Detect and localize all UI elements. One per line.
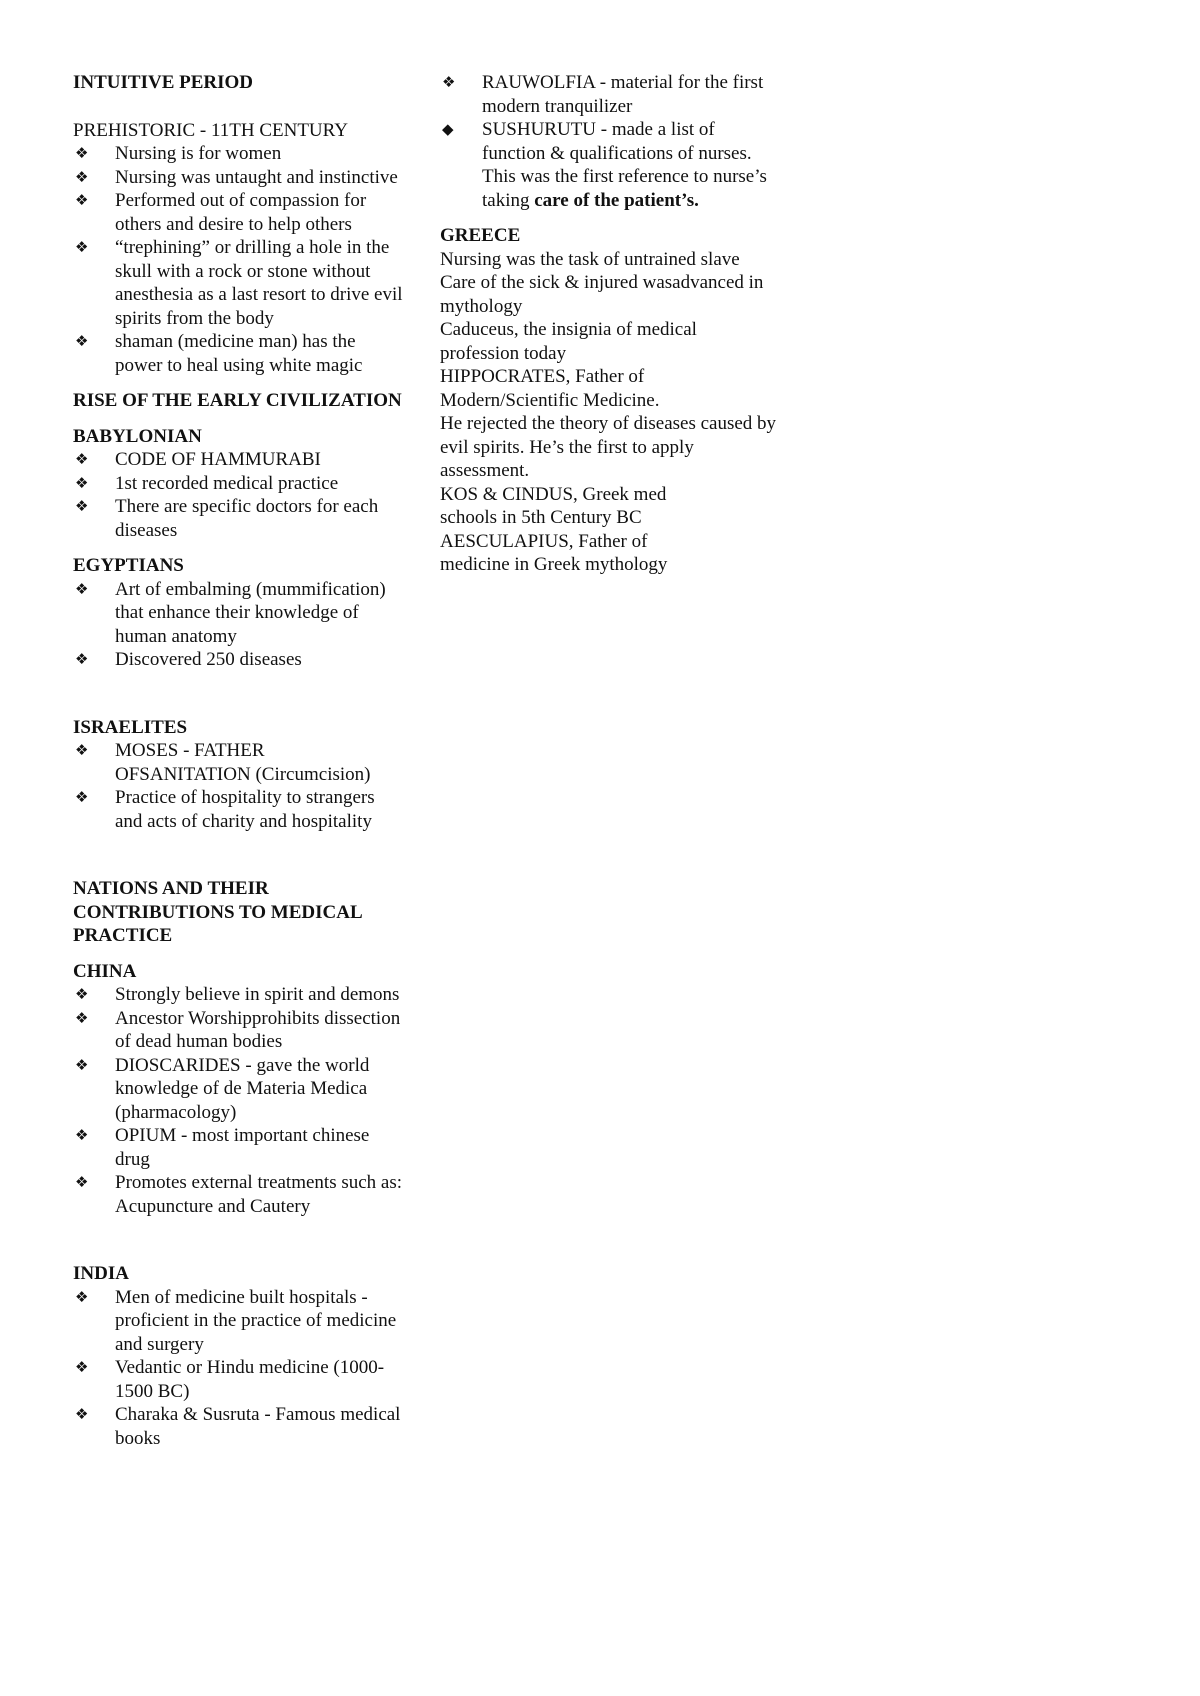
- bullet-diamond-icon: ❖: [75, 1287, 89, 1306]
- list-item: ❖ Promotes external treatments such as: Acupuncture and Cautery: [75, 1172, 403, 1217]
- list-item: ❖ RAUWOLFIA - material for the first modern tranquilizer: [442, 72, 764, 117]
- bullet-diamond-icon: ❖: [75, 144, 89, 162]
- bullet-diamond-icon: ❖: [75, 167, 89, 186]
- bullet-diamond-icon: ❖: [75, 473, 89, 492]
- bullet-diamond-icon: ❖: [75, 332, 89, 350]
- list-item: ❖ Nursing was untaught and instinctive: [75, 166, 398, 188]
- greece-line: AESCULAPIUS, Father of medicine in Greek mythology: [440, 530, 668, 575]
- greece-line: Nursing was the task of untrained slave: [440, 248, 740, 270]
- intuitive-list: [73, 142, 403, 377]
- bullet-diamond-icon: ❖: [75, 238, 89, 256]
- bullet-diamond-icon: ❖: [75, 579, 89, 598]
- list-item: ❖ CODE OF HAMMURABI: [75, 449, 321, 470]
- section-title-nations-contributions: NATIONS AND THEIR CONTRIBUTIONS TO MEDICAL PRACTICE: [73, 878, 362, 946]
- india-list: [73, 1286, 403, 1451]
- section-title-greece: GREECE: [440, 225, 521, 246]
- bullet-diamond-icon: ❖: [75, 1055, 89, 1074]
- india-continued-list: [440, 71, 780, 212]
- bullet-diamond-icon: ❖: [75, 1358, 89, 1376]
- greece-line: Caduceus, the insignia of medical profession today: [440, 319, 697, 364]
- greece-line: HIPPOCRATES, Father of Modern/Scientific Medicine.: [440, 366, 660, 411]
- list-item: ❖ There are specific doctors for each diseases: [75, 496, 379, 541]
- bullet-diamond-icon: ❖: [75, 497, 89, 515]
- greece-line: KOS & CINDUS, Greek med schools in 5th Century BC: [440, 483, 667, 528]
- list-item: ❖ Ancestor Worshipprohibits dissection of dead human bodies: [75, 1007, 401, 1052]
- greece-line: He rejected the theory of diseases caused by evil spirits. He’s the first to apply assessment.: [440, 413, 777, 481]
- china-list: [73, 983, 403, 1218]
- bullet-diamond-icon: ❖: [75, 1126, 89, 1144]
- list-item: ❖ Performed out of compassion for others and desire to help others: [75, 190, 367, 235]
- bullet-diamond-icon: ❖: [75, 1173, 89, 1191]
- bullet-diamond-icon: ❖: [75, 191, 89, 209]
- egyptians-list: [73, 578, 403, 672]
- list-item: ❖ OPIUM - most important chinese drug: [75, 1125, 370, 1170]
- right-column: [440, 71, 780, 577]
- bullet-diamond-icon: ❖: [75, 788, 89, 806]
- bullet-solid-diamond-icon: ◆: [442, 120, 454, 138]
- list-item: ❖ shaman (medicine man) has the power to heal using white magic: [75, 331, 363, 376]
- list-item: ◆ SUSHURUTU - made a list of function & qualifications of nurses. This was the first reference to nurse’s taking care of the patient’s.: [442, 119, 767, 211]
- greece-line: Care of the sick & injured wasadvanced in mythology: [440, 272, 764, 317]
- list-item: ❖ Art of embalming (mummification) that enhance their knowledge of human anatomy: [75, 578, 386, 647]
- list-item: ❖ DIOSCARIDES - gave the world knowledge of de Materia Medica (pharmacology): [75, 1054, 370, 1123]
- list-item: ❖ Men of medicine built hospitals - proficient in the practice of medicine and surgery: [75, 1286, 397, 1355]
- babylonian-list: [73, 448, 403, 542]
- bullet-diamond-icon: ❖: [75, 450, 89, 468]
- section-title-babylonian: BABYLONIAN: [73, 425, 202, 447]
- section-title-israelites: ISRAELITES: [73, 716, 188, 738]
- section-title-india: INDIA: [73, 1263, 129, 1284]
- list-item: ❖ Charaka & Susruta - Famous medical books: [75, 1404, 401, 1449]
- list-item: ❖ 1st recorded medical practice: [75, 472, 339, 494]
- list-item: ❖ Strongly believe in spirit and demons: [75, 984, 400, 1005]
- bullet-diamond-icon: ❖: [75, 1008, 89, 1027]
- bullet-diamond-icon: ❖: [75, 1405, 89, 1423]
- section-title-egyptians: EGYPTIANS: [73, 555, 184, 576]
- list-item: ❖ Vedantic or Hindu medicine (1000-1500 BC): [75, 1357, 385, 1402]
- emphasis-care-of-patients: care of the patient’s.: [534, 189, 699, 211]
- list-item: ❖ Practice of hospitality to strangers and acts of charity and hospitality: [75, 787, 375, 832]
- bullet-diamond-icon: ❖: [75, 650, 89, 668]
- list-item: ❖ MOSES - FATHER OFSANITATION (Circumcision): [75, 740, 371, 785]
- section-title-intuitive-period: INTUITIVE PERIOD: [73, 72, 254, 93]
- section-title-rise-of-civilization: RISE OF THE EARLY CIVILIZATION: [73, 390, 402, 411]
- list-item: ❖ Nursing is for women: [75, 143, 282, 164]
- section-title-china: CHINA: [73, 960, 137, 982]
- bullet-diamond-icon: ❖: [442, 73, 456, 91]
- list-item: ❖ Discovered 250 diseases: [75, 649, 302, 670]
- israelites-list: [73, 739, 403, 833]
- left-column: [73, 71, 403, 1450]
- bullet-diamond-icon: ❖: [75, 741, 89, 759]
- list-item: ❖ “trephining” or drilling a hole in the skull with a rock or stone without anesthesia as a last resort to drive evil spirits from the body: [75, 237, 403, 329]
- bullet-diamond-icon: ❖: [75, 985, 89, 1003]
- subtitle-prehistoric: PREHISTORIC - 11TH CENTURY: [73, 119, 348, 141]
